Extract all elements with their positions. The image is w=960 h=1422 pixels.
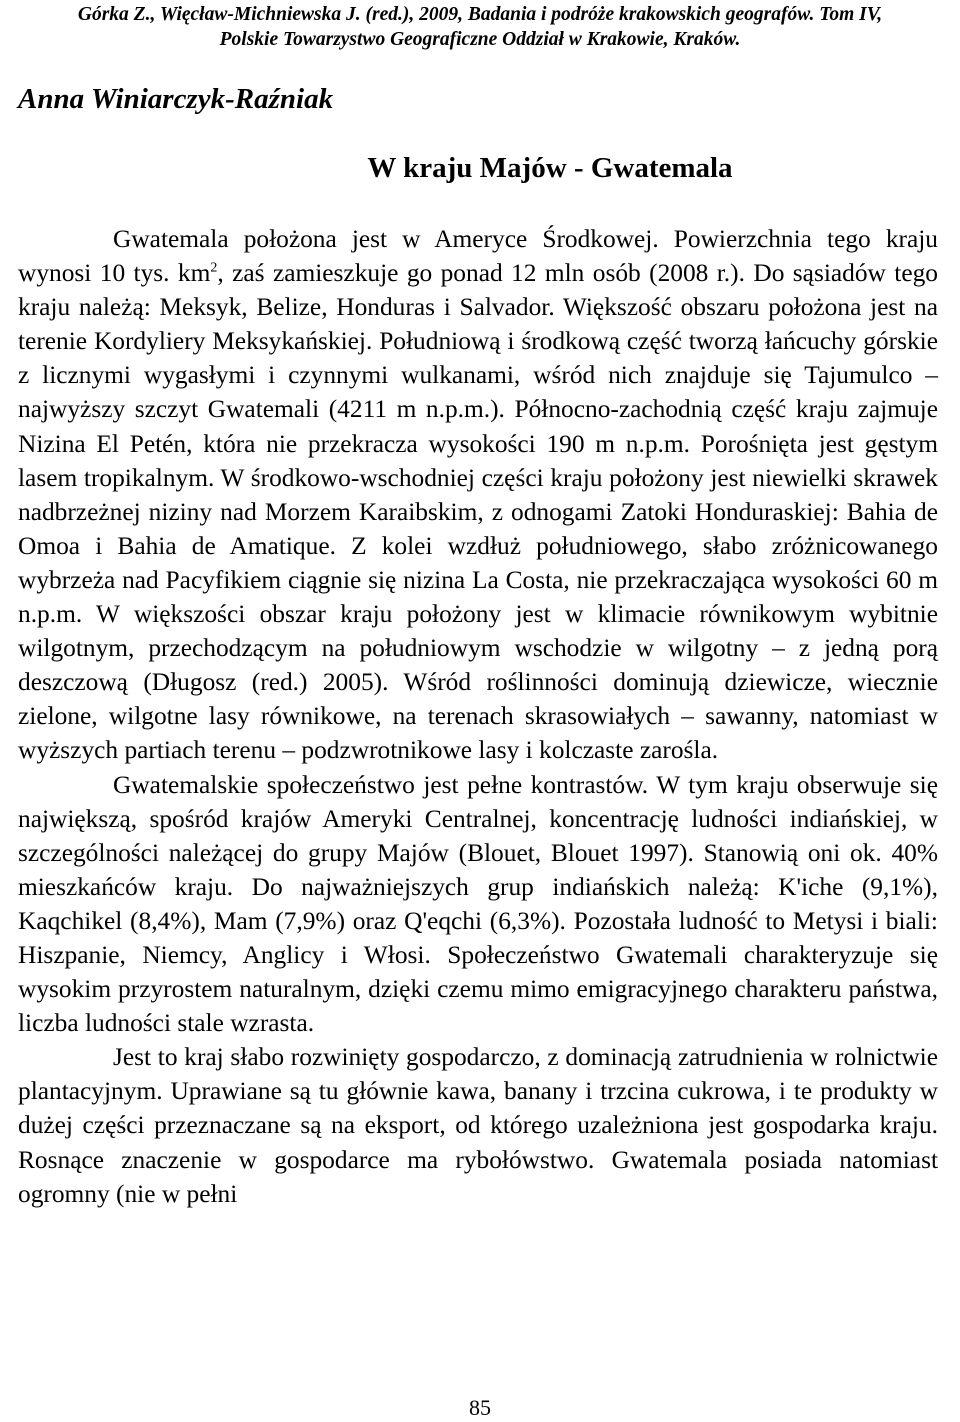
article-title: W kraju Majów - Gwatemala bbox=[367, 152, 733, 184]
paragraph-1-text-b: , zaś zamieszkuje go ponad 12 mln osób (2008 r.). Do sąsiadów tego kraju należą: Meksyk, Belize, Honduras i Salvador. Większość obszaru położona jest na terenie Kordyliery Meksykańskiej. Południową i środkową część tworzą łańcuchy górskie z licznymi wygasłymi i czynnymi wulkanami, wśród nich znajduje się Tajumulco – najwyższy szczyt Gwatemali (4211 m n.p.m.). Północno-zachodnią część kraju zajmuje Nizina El Petén, która nie przekracza wysokości 190 m n.p.m. Porośnięta jest gęstym lasem tropikalnym. W środkowo-wschodniej części kraju położony jest niewielki skrawek nadbrzeżnej niziny nad Morzem Karaibskim, z odnogami Zatoki Honduraskiej: Bahia de Omoa i Bahia de Amatique. Z kolei wzdłuż południowego, słabo zróżnicowanego wybrzeża nad Pacyfikiem ciągnie się nizina La Costa, nie przekraczająca wysokości 60 m n.p.m. W większości obszar kraju położony jest w klimacie równikowym wybitnie wilgotnym, przechodzącym na południowym wschodzie w wilgotny – z jedną porą deszczową (Długosz (red.) 2005). Wśród roślinności dominują dziewicze, wiecznie zielone, wilgotne lasy równikowe, na terenach skrasowiałych – sawanny, natomiast w wyższych partiach terenu – podzwrotnikowe lasy i kolczaste zarośla. bbox=[18, 259, 938, 765]
author-name: Anna Winiarczyk-Raźniak bbox=[18, 83, 334, 115]
superscript: 2 bbox=[210, 260, 218, 276]
paragraph-2: Gwatemalskie społeczeństwo jest pełne kontrastów. W tym kraju obserwuje się największą, spośród krajów Ameryki Centralnej, koncentrację ludności indiańskiej, w szczególności należącej do grupy Majów (Blouet, Blouet 1997). Stanowią oni ok. 40% mieszkańców kraju. Do najważniejszych grup indiańskich należą: K'iche (9,1%), Kaqchikel (8,4%), Mam (7,9%) oraz Q'eqchi (6,3%). Pozostała ludność to Metysi i biali: Hiszpanie, Niemcy, Anglicy i Włosi. Społeczeństwo Gwatemali charakteryzuje się wysokim przyrostem naturalnym, dzięki czemu mimo emigracyjnego charakteru państwa, liczba ludności stale wzrasta. bbox=[18, 770, 938, 1038]
citation-line-1: Górka Z., Więcław-Michniewska J. (red.), 2009, Badania i podróże krakowskich geografów. Tom IV, bbox=[77, 4, 883, 25]
paragraph-3: Jest to kraj słabo rozwinięty gospodarczo, z dominacją zatrudnienia w rolnictwie plantacyjnym. Uprawiane są tu głównie kawa, banany i trzcina cukrowa, i te produkty w dużej części przeznaczane są na eksport, od którego uzależniona jest gospodarka kraju. Rosnące znaczenie w gospodarce ma rybołówstwo. Gwatemala posiada natomiast ogromny (nie w pełni bbox=[18, 1043, 938, 1208]
paragraph-1-text-a: Gwatemala położona jest w Ameryce Środkowej. Powierzchnia tego kraju wynosi 10 tys. km bbox=[18, 225, 938, 288]
paragraph-1 bbox=[18, 222, 938, 768]
citation-line-2: Polskie Towarzystwo Geograficzne Oddział w Krakowie, Kraków. bbox=[219, 29, 741, 50]
citation-header bbox=[0, 2, 960, 52]
page-number: 85 bbox=[469, 1395, 491, 1420]
article-body bbox=[18, 222, 938, 1211]
